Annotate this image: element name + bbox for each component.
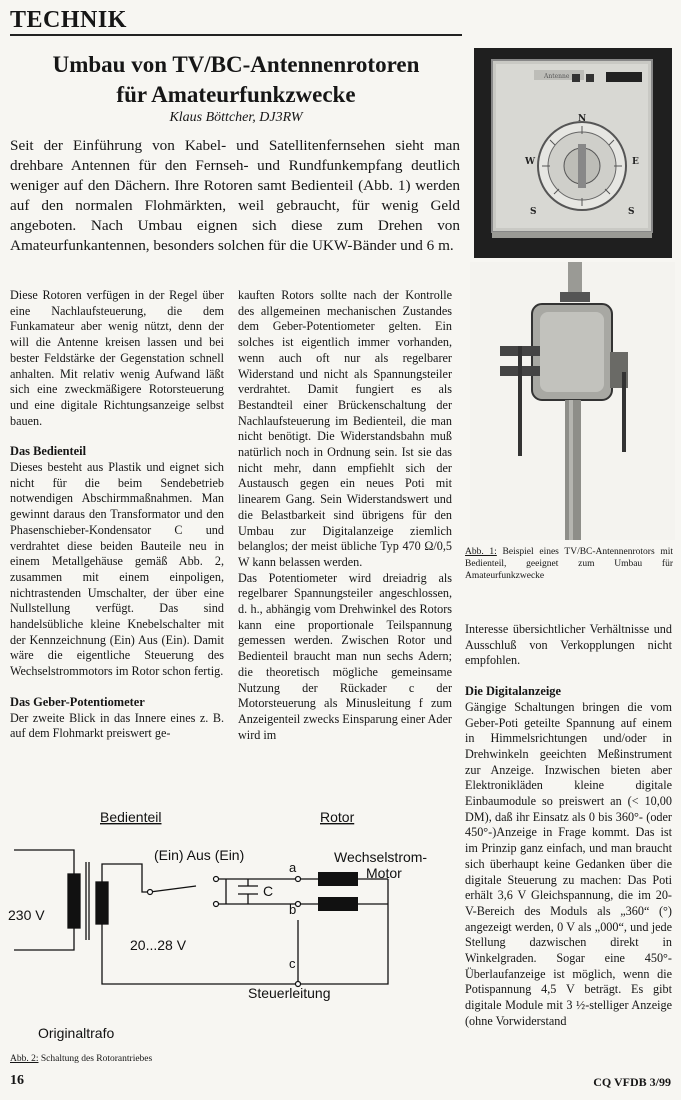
col2-paragraph-1: kauften Rotors sollte nach der Kontrolle des allgemeinen mechanischen Zustandes dem Geber-Potentiometer gelten. Ein solches ist eigentlich immer vorhanden, wenn auch oft nur als regelbarer Widerstand und nicht als Spannungsteiler verdrahtet. Damit fungiert es als Bestandteil einer Brückenschaltung der Nachlaufsteuerung im Bedienteil, die man nicht benötigt. Die Widerstandsbahn muß natürlich noch in Ordnung sein. Ist sie das nicht mehr, dann empfiehlt sich der Austausch gegen ein neues Poti mit linearem Gang. Sein Widerstandswert und die Belastbarkeit sind übrigens für den Umbau zur Digitalanzeige ziemlich belanglos; der meist übliche Typ 470 Ω/0,5 W kann belassen werden.	[238, 288, 452, 569]
motor-coil-1	[318, 872, 358, 886]
label-b: b	[289, 902, 297, 917]
dial-s-label-left: S	[530, 207, 537, 217]
svg-text:Antenne: Antenne	[544, 73, 570, 80]
dial-e-label: E	[632, 157, 639, 167]
figure-1-text: Beispiel eines TV/BC-Antennenrotors mit Bedienteil, geeignet zum Umbau für Amateurfunkzwecke	[465, 547, 674, 581]
figure-2-caption	[10, 1054, 310, 1064]
col1-paragraph-3: Der zweite Blick in das Innere eines z. B. auf dem Flohmarkt preiswert ge-	[10, 710, 224, 741]
heading-bedienteil: Das Bedienteil	[10, 444, 87, 459]
label-c: c	[289, 956, 296, 971]
label-rotor: Rotor	[320, 809, 355, 825]
photo-rotor-unit	[470, 262, 675, 540]
page-number: 16	[10, 1073, 24, 1088]
figure-2-text: Schaltung des Rotorantriebes	[38, 1054, 153, 1064]
column-1	[10, 288, 224, 742]
section-header	[10, 8, 462, 36]
col2-paragraph-2: Das Potentiometer wird dreiadrig als regelbarer Spannungsteiler angeschlossen, d. h., abhängig vom Drehwinkel des Rotors kann eine proportionale Teilspannung gemessen werden. Zwischen Rotor und Bedienteil braucht man nun sechs Adern; die theoretisch mögliche gemeinsame Nutzung der Rückader c der Motorsteuerung als Minusleitung f zum Anzeigenteil zwecks Einsparung einer Ader wird im	[238, 570, 452, 742]
dial-n-label: N	[578, 114, 587, 124]
col1-paragraph-2: Dieses besteht aus Plastik und eignet sich nicht für die beim Sendebetrieb notwendigen Abschirmmaßnahmen. Man gewinnt daraus den Transformator und den Phasenschieber-Kondensator C und verdrahtet diese beiden Bauteile neu in einem Metallgehäuse gemäß Abb. 2, zusammen mit einem einpoligen, nichtrastenden Umschalter, der über eine Nullstellung verfügt. Das sind handelsübliche kleine Knebelschalter mit der Kennzeichnung (Ein) Aus (Ein). Damit wäre die eigentliche Steuerung des Wechselstrommotors im Rotor schon fertig.	[10, 460, 224, 679]
figure-1-label: Abb. 1:	[465, 547, 497, 557]
label-motor-2: Motor	[366, 865, 402, 881]
dial-s-label-right: S	[628, 207, 635, 217]
label-switch: (Ein) Aus (Ein)	[154, 847, 245, 863]
label-capacitor: C	[263, 883, 274, 899]
label-steuerleitung: Steuerleitung	[248, 985, 331, 1001]
label-230v: 230 V	[8, 907, 45, 923]
label-a: a	[289, 860, 297, 875]
col3-paragraph-2: Gängige Schaltungen bringen die vom Geber-Poti geteilte Spannung auf einem in Himmelsrichtungen und/oder in Drehwinkeln geeichten Meßinstrument zur Anzeige. Inzwischen bieten aber Elektronikläden kleine digitale Einbaumodule so preiswert an (< 10,00 DM), daß ihr Einsatz als 0 bis 360°- (oder 450°-)Anzeige in Frage kommt. Das ist im Prinzip ganz einfach, und man braucht sich überhaupt keine Gedanken über die digitale Steuerung zu machen: Das Poti erhält 3,6 V Gleichspannung, die im 20-V-Bereich des Moduls als „360“ (°) angezeigt werden, 0 V als „000“, und jede Stellung dazwischen direkt in Winkelgraden. Sogar eine 450°-Überlaufanzeige ist möglich, wenn die Potispannung 4,5 V beträgt. Es gibt digitale Module mit 3 ½-stelliger Anzeige (ohne Vorwiderstand	[465, 699, 672, 1028]
col3-paragraph-1: Interesse übersichtlicher Verhältnisse und Ausschluß von Verkopplungen nicht empfohlen.	[465, 622, 672, 668]
label-20-28v: 20...28 V	[130, 937, 187, 953]
column-3	[465, 622, 672, 1030]
title-line-1: Umbau von TV/BC-Antennenrotoren	[52, 52, 420, 77]
heading-digitalanzeige: Die Digitalanzeige	[465, 684, 562, 699]
section-title: TECHNIK	[10, 7, 127, 33]
dial-w-label: W	[525, 157, 536, 167]
author: Klaus Böttcher, DJ3RW	[169, 110, 303, 125]
intro-paragraph: Seit der Einführung von Kabel- und Satellitenfernsehen sieht man drehbare Antennen für den Fernseh- und Rundfunkempfang deutlich weniger auf den Dächern. Ihre Rotoren samt Bedienteil (Abb. 1) werden auf den normalen Flohmärkten, weil gebraucht, für wenig Geld angeboten. Nach Umbau eignen sich diese zum Drehen von Amateurfunkantennen, besonders solchen für die UKW-Bänder und 6 m.	[10, 137, 460, 254]
label-originaltrafo: Originaltrafo	[38, 1025, 115, 1041]
motor-coil-2	[318, 897, 358, 911]
column-2	[238, 288, 452, 743]
heading-geber-potentiometer: Das Geber-Potentiometer	[10, 694, 145, 709]
col1-paragraph-1: Diese Rotoren verfügen in der Regel über eine Nachlaufsteuerung, die dem Funkamateur aber wenig nützt, denn der will die Antenne kreisen lassen und bei bester Feldstärke der Gegenstation schnell anhalten. Mit relativ wenig Aufwand läßt sich eine zweckmäßigere Rotorsteuerung und eine digitale Richtungsanzeige selbst bauen.	[10, 288, 224, 428]
journal-issue: CQ VFDB 3/99	[593, 1075, 671, 1089]
label-bedienteil: Bedienteil	[100, 809, 162, 825]
figure-1-caption	[465, 546, 673, 582]
article-title	[10, 50, 462, 110]
figure-2-label: Abb. 2:	[10, 1054, 39, 1064]
title-line-2: für Amateurfunkzwecke	[116, 82, 356, 107]
photo-control-unit	[474, 48, 672, 258]
label-motor-1: Wechselstrom-	[334, 849, 428, 865]
schematic-diagram	[8, 800, 458, 1050]
